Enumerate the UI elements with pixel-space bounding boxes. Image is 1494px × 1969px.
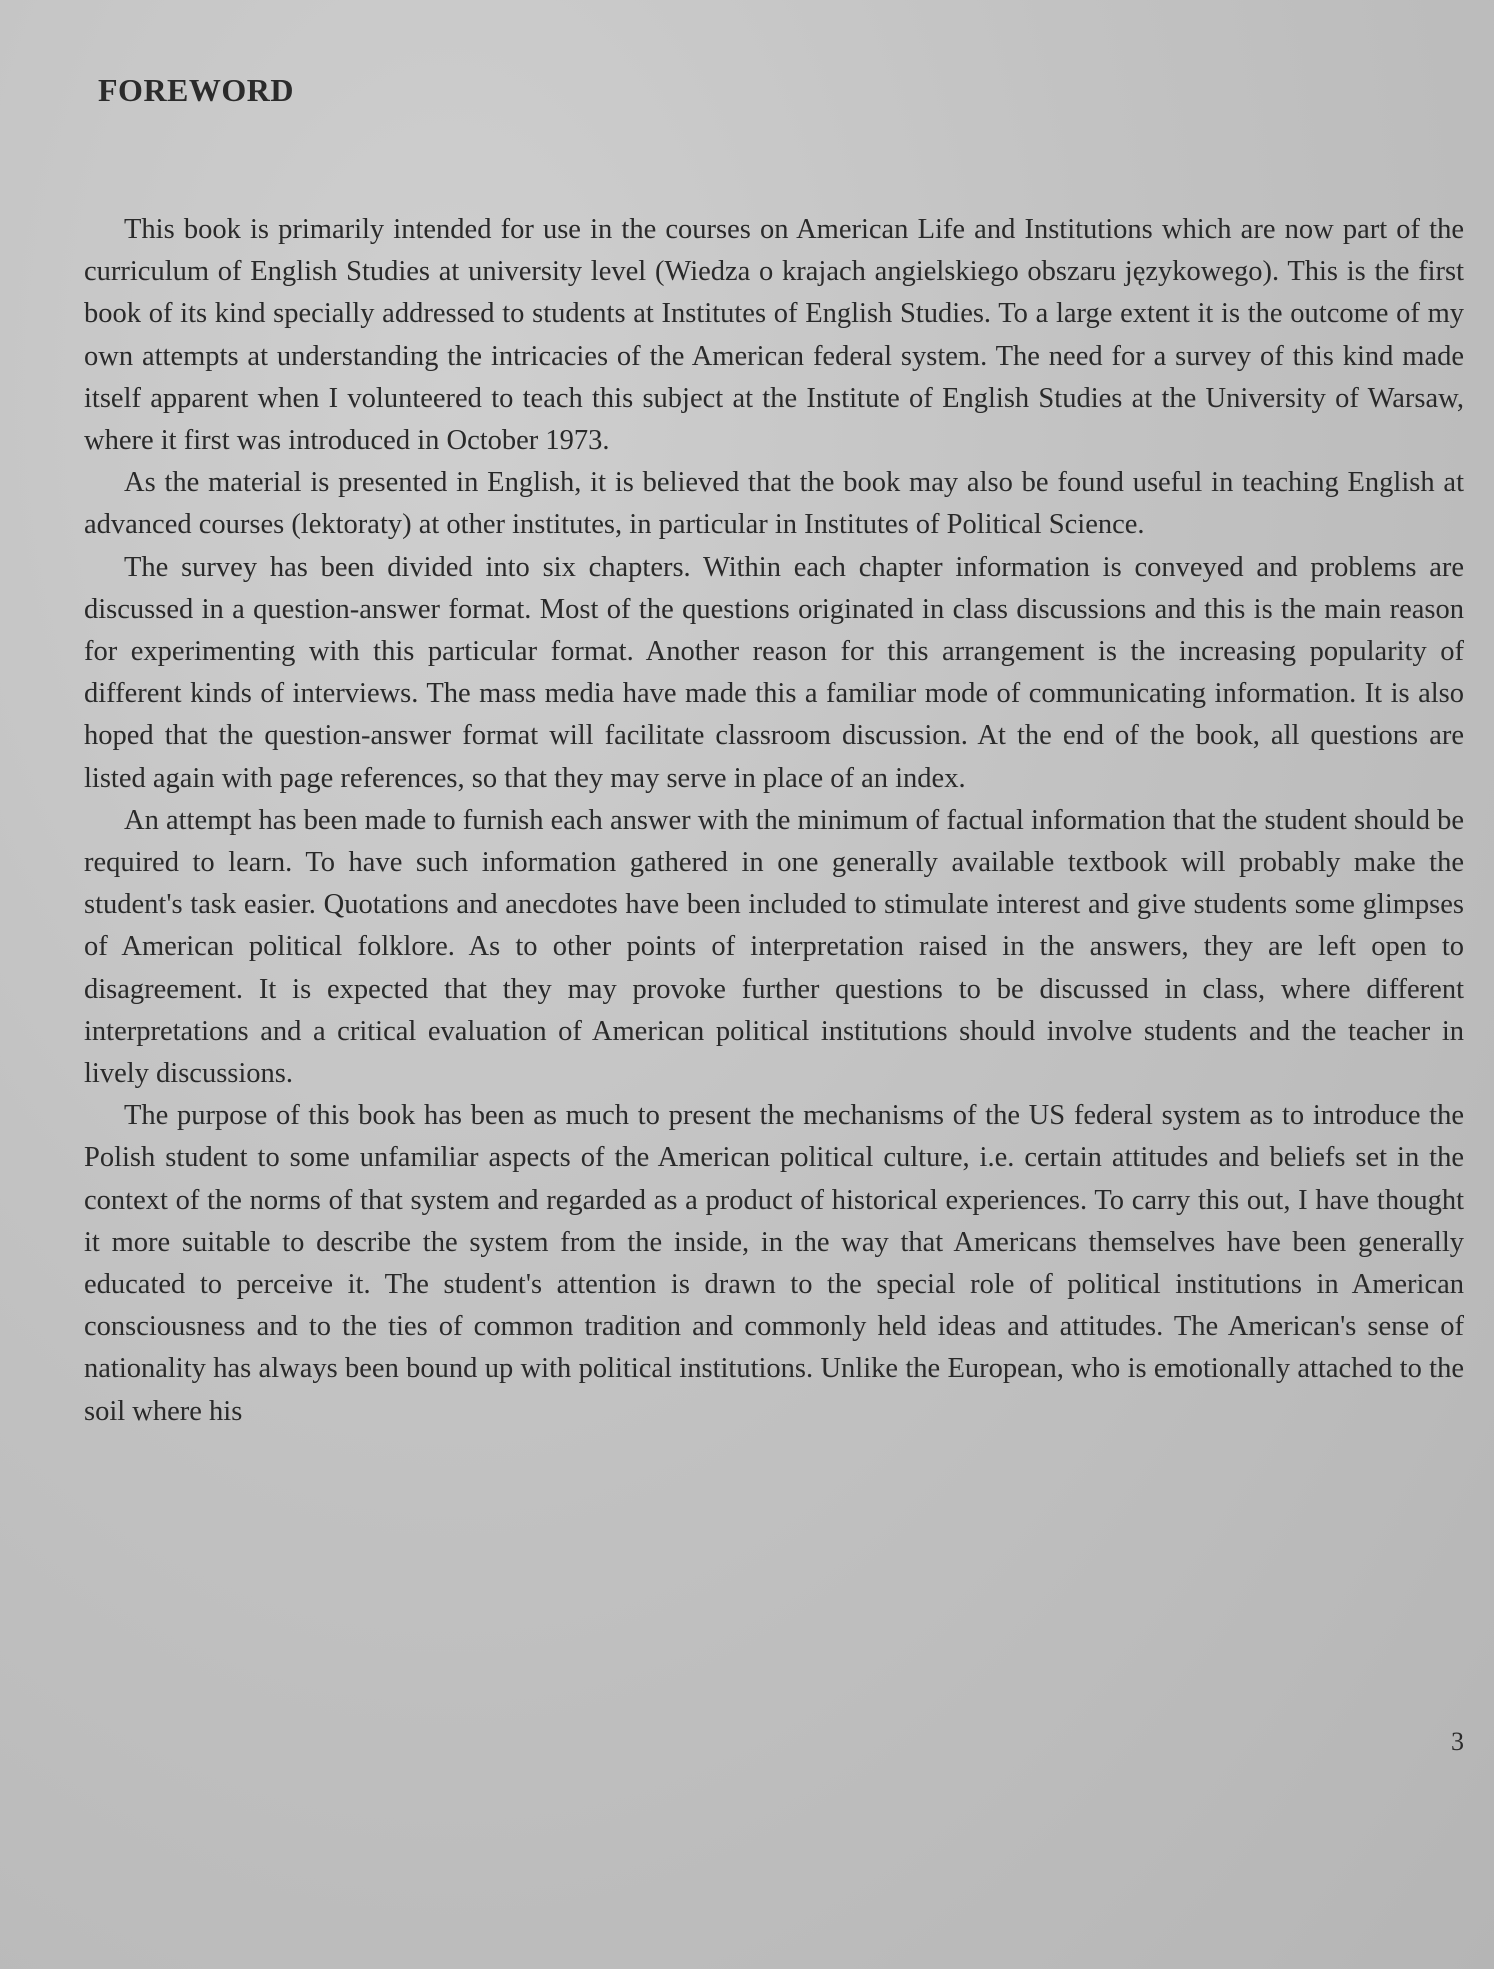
paragraph-5: The purpose of this book has been as much to present the mechanisms of the US federal system as to introduce the Polish student to some unfamiliar aspects of the American political culture, i.e. certain attitudes and beliefs set in the context of the norms of that system and regarded as a product of historical experiences. To carry this out, I have thought it more suitable to describe the system from the inside, in the way that Americans themselves have been generally educated to perceive it. The student's attention is drawn to the special role of political institutions in American consciousness and to the ties of common tradition and commonly held ideas and attitudes. The American's sense of nationality has always been bound up with political institutions. Unlike the European, who is emotionally attached to the soil where his [84, 1100, 1464, 1427]
paragraph-4: An attempt has been made to furnish each answer with the minimum of factual information that the student should be required to learn. To have such information gathered in one generally available textbook will probably make the student's task easier. Quotations and anecdotes have been included to stimulate interest and give students some glimpses of American political folklore. As to other points of interpretation raised in the answers, they are left open to disagreement. It is expected that they may provoke further questions to be discussed in class, where different interpretations and a critical evaluation of American political institutions should involve students and the teacher in lively discussions. [84, 804, 1464, 1090]
paragraph-3: The survey has been divided into six chapters. Within each chapter information is conveyed and problems are discussed in a question-answer format. Most of the questions originated in class discussions and this is the main reason for experimenting with this particular format. Another reason for this arrangement is the increasing popularity of different kinds of interviews. The mass media have made this a familiar mode of communicating information. It is also hoped that the question-answer format will facilitate classroom discussion. At the end of the book, all questions are listed again with page references, so that they may serve in place of an index. [84, 551, 1464, 794]
foreword-text [84, 209, 1464, 1433]
paragraph-2: As the material is presented in English, it is believed that the book may also be found useful in teaching English at advanced courses (lektoraty) at other institutes, in particular in Institutes of Political Science. [84, 467, 1464, 541]
paragraph-1: This book is primarily intended for use in the courses on American Life and Institutions which are now part of the curriculum of English Studies at university level (Wiedza o krajach angielskiego obszaru językowego). This is the first book of its kind specially addressed to students at Institutes of English Studies. To a large extent it is the outcome of my own attempts at understanding the intricacies of the American federal system. The need for a survey of this kind made itself apparent when I volunteered to teach this subject at the Institute of English Studies at the University of Warsaw, where it first was introduced in October 1973. [84, 214, 1464, 457]
page-title: FOREWORD [98, 72, 294, 108]
page-number: 3 [1451, 1727, 1464, 1756]
